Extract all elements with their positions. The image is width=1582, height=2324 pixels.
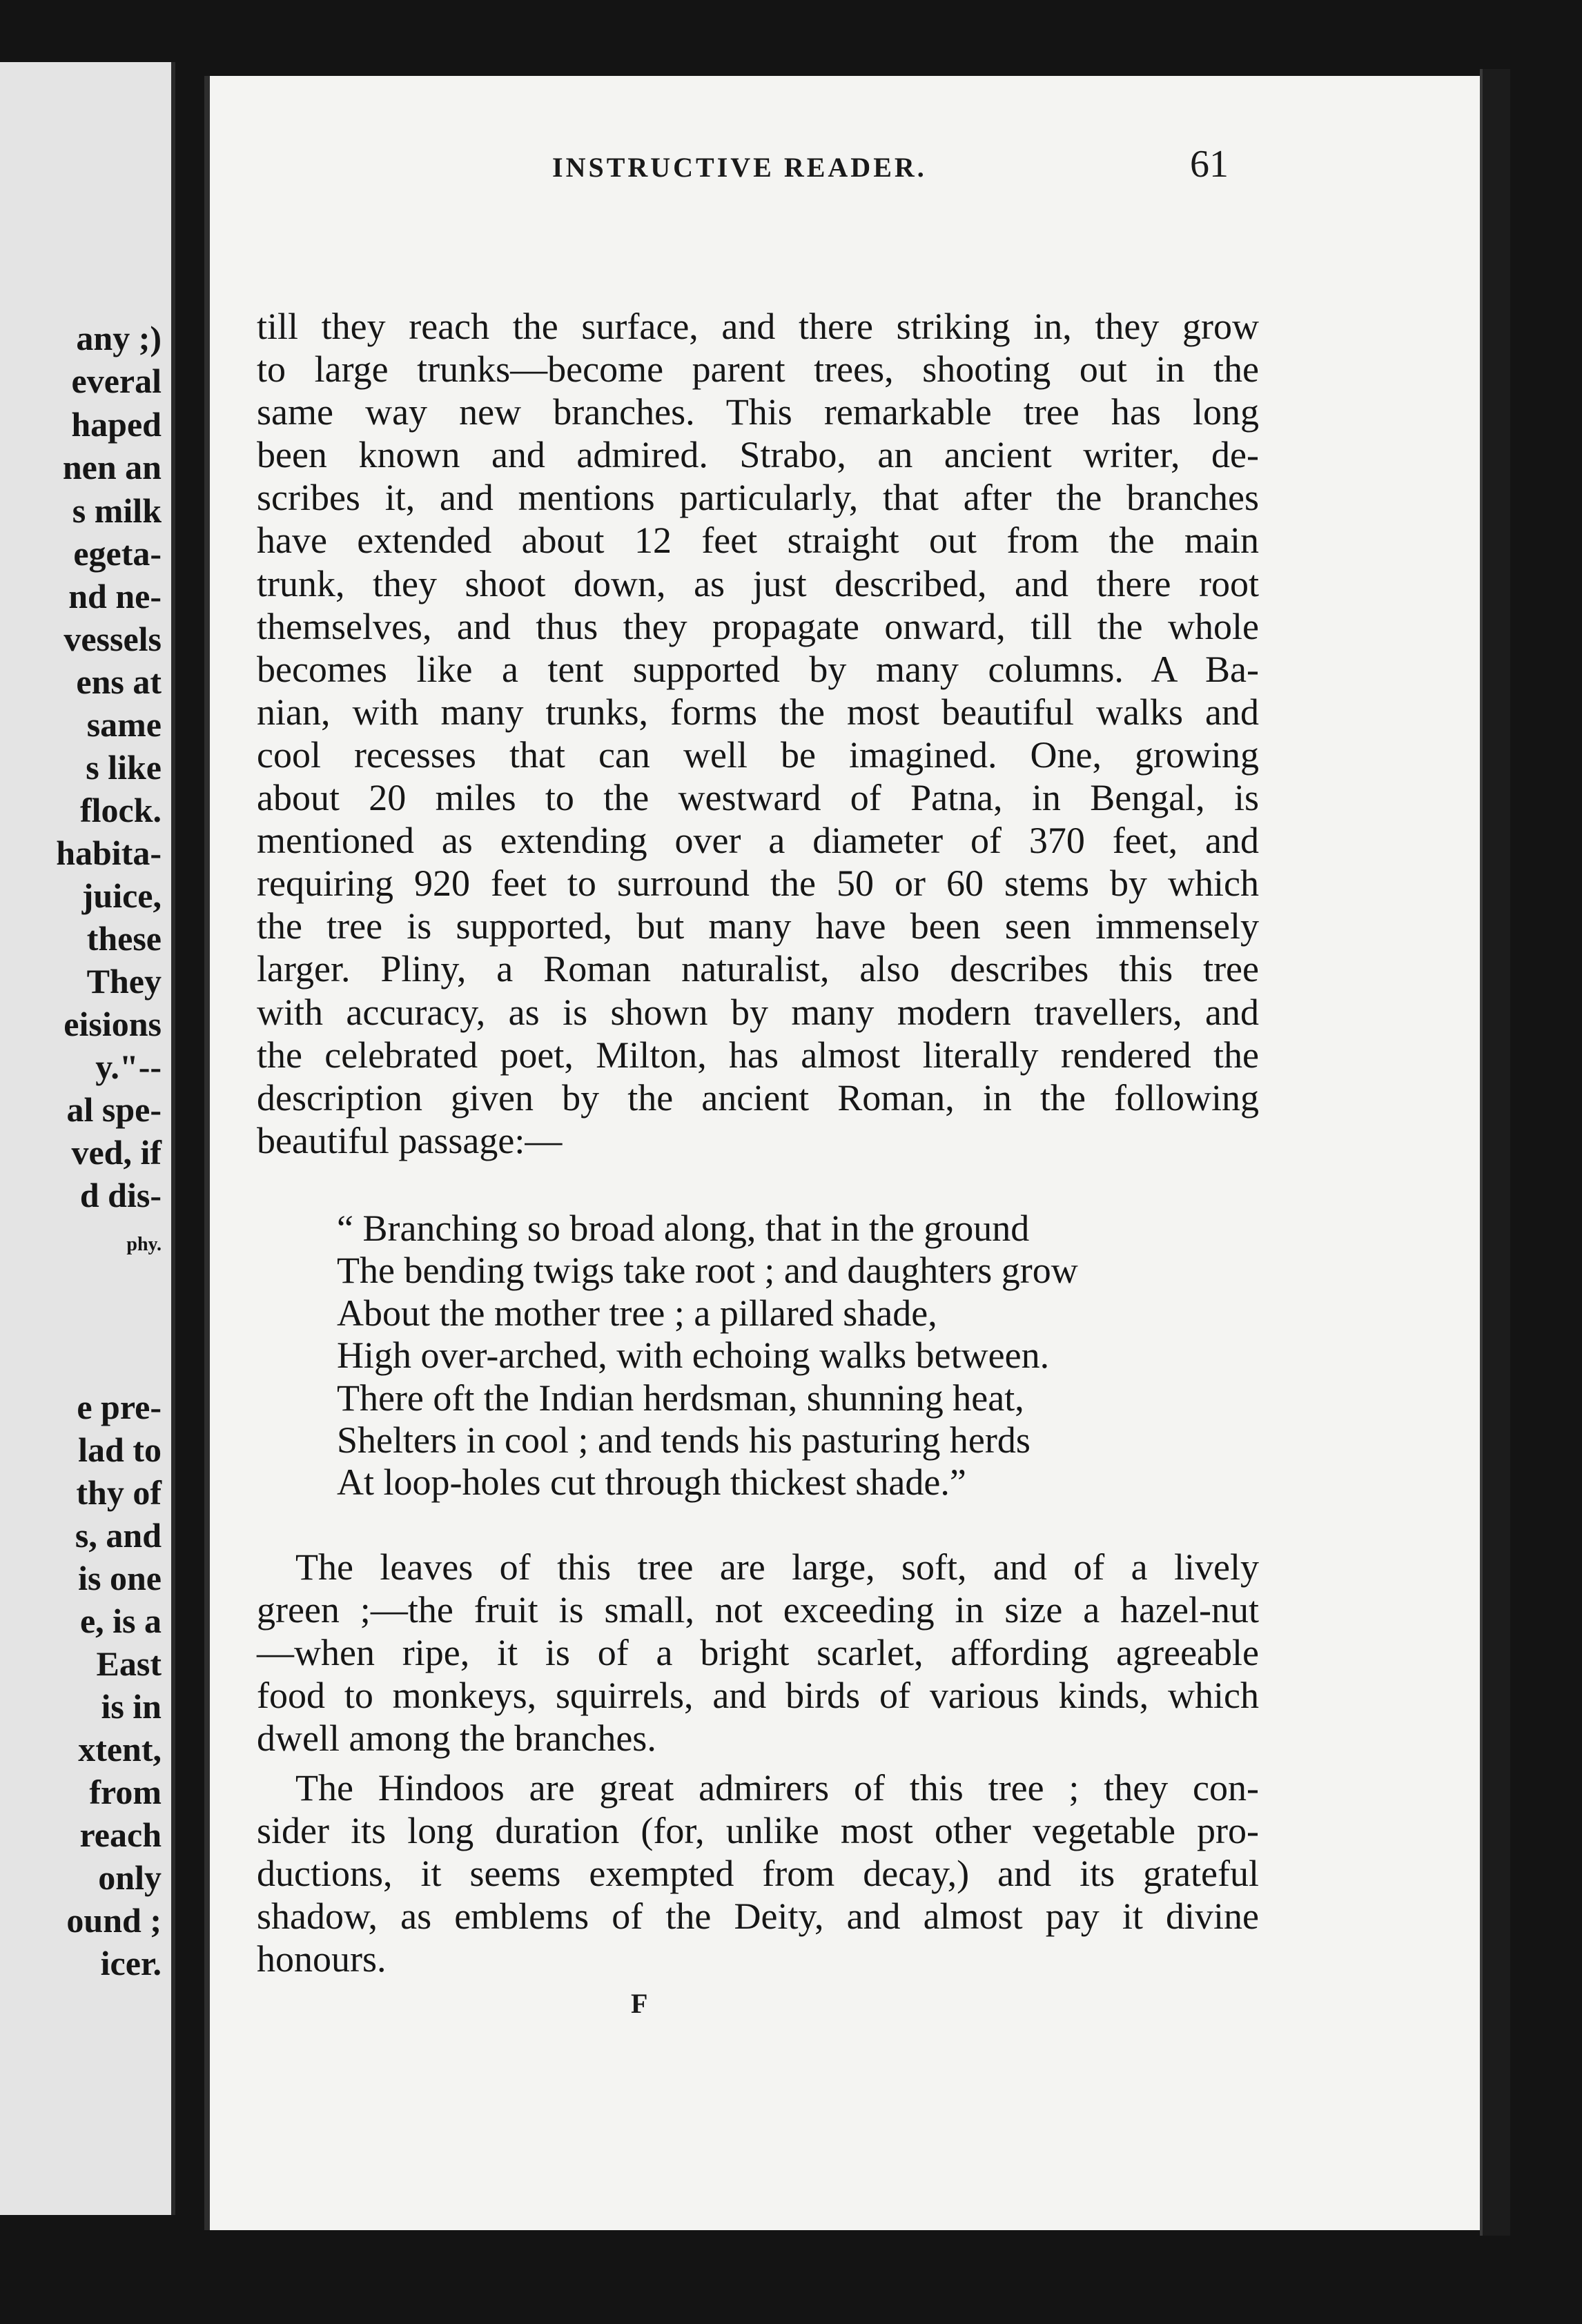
text-line: with accuracy, as is shown by many modern travellers, and — [257, 991, 1259, 1033]
previous-page-text-fragment: thy of — [76, 1473, 162, 1512]
text-line: dwell among the branches. — [257, 1717, 656, 1760]
text-line: scribes it, and mentions particularly, that after the branches — [257, 477, 1259, 519]
previous-page-text-fragment: is one — [78, 1559, 162, 1597]
previous-page-text-fragment: vessels — [64, 620, 162, 658]
previous-page-text-fragment: these — [86, 919, 162, 958]
previous-page-text-fragment: eisions — [64, 1005, 162, 1043]
previous-page-text-fragment: xtent, — [78, 1730, 162, 1769]
previous-page-text-fragment: ved, if — [71, 1133, 162, 1172]
poem-line: The bending twigs take root ; and daughters grow — [337, 1250, 1078, 1292]
poem-quotation — [337, 1208, 1078, 1504]
poem-line: Shelters in cool ; and tends his pasturing herds — [337, 1419, 1031, 1461]
previous-page-text-fragment: juice, — [81, 876, 162, 915]
poem-line: At loop-holes cut through thickest shade.” — [337, 1461, 966, 1504]
paragraph-3 — [257, 1766, 1259, 1980]
poem-line: About the mother tree ; a pillared shade, — [337, 1292, 937, 1334]
previous-page-text-fragment: egeta- — [73, 534, 162, 573]
text-line: cool recesses that can well be imagined. One, growing — [257, 733, 1259, 776]
text-line: about 20 miles to the westward of Patna, in Bengal, is — [257, 777, 1259, 819]
previous-page-text-fragment: s like — [86, 748, 162, 787]
text-line: green ;—the fruit is small, not exceeding in size a hazel-nut — [257, 1589, 1259, 1631]
previous-page-text-fragment: from — [89, 1773, 162, 1811]
previous-page-text-fragment: only — [98, 1858, 162, 1897]
previous-page-text-fragment: nen an — [62, 448, 162, 486]
previous-page-text-fragment: everal — [71, 362, 162, 400]
previous-page-text-fragment: icer. — [100, 1944, 162, 1982]
text-line: the tree is supported, but many have been seen immensely — [257, 905, 1259, 947]
poem-line: High over-arched, with echoing walks between. — [337, 1335, 1050, 1377]
previous-page-text-fragment: s, and — [75, 1516, 162, 1555]
text-line: becomes like a tent supported by many columns. A Ba- — [257, 648, 1259, 690]
poem-line: “ Branching so broad along, that in the ground — [337, 1208, 1030, 1249]
text-line: same way new branches. This remarkable tree has long — [257, 391, 1259, 433]
text-line: The Hindoos are great admirers of this tree ; they con- — [295, 1767, 1259, 1809]
text-line: beautiful passage:— — [257, 1119, 563, 1161]
text-line: themselves, and thus they propagate onward, till the whole — [257, 605, 1259, 647]
previous-page-text-fragment: e, is a — [79, 1602, 162, 1640]
previous-page-text-fragment: same — [86, 705, 162, 744]
previous-page-text-fragment: al spe- — [66, 1090, 162, 1129]
text-line: been known and admired. Strabo, an ancient writer, de- — [257, 434, 1259, 476]
text-line: have extended about 12 feet straight out from the main — [257, 520, 1259, 562]
previous-page-text-fragment: y."-- — [95, 1047, 162, 1086]
text-line: larger. Pliny, a Roman naturalist, also describes this tree — [257, 948, 1259, 990]
text-line: requiring 920 feet to surround the 50 or 60 stems by which — [257, 863, 1259, 905]
previous-page-text-fragment: East — [96, 1644, 162, 1683]
text-line: mentioned as extending over a diameter of 370 feet, and — [257, 820, 1259, 862]
previous-page-text-fragment: flock. — [79, 791, 162, 829]
poem-line: There oft the Indian herdsman, shunning heat, — [337, 1377, 1024, 1419]
text-line: honours. — [257, 1938, 387, 1980]
running-head — [345, 142, 1229, 186]
text-line: —when ripe, it is of a bright scarlet, affording agreeable — [257, 1632, 1259, 1674]
previous-page-text-fragment: reach — [79, 1815, 162, 1854]
text-line: shadow, as emblems of the Deity, and almost pay it divine — [257, 1895, 1259, 1938]
text-line: The leaves of this tree are large, soft, and of a lively — [295, 1546, 1259, 1588]
signature-mark: F — [631, 1988, 648, 2019]
text-line: sider its long duration (for, unlike most other vegetable pro- — [257, 1810, 1259, 1852]
page-binding-edge — [1480, 69, 1510, 2236]
text-line: to large trunks—become parent trees, shooting out in the — [257, 348, 1259, 391]
previous-page-text-fragment: ound ; — [66, 1901, 162, 1940]
previous-page-text-fragment: lad to — [78, 1430, 162, 1469]
page-number: 61 — [1190, 143, 1229, 186]
running-head-title: INSTRUCTIVE READER. — [552, 152, 927, 183]
previous-page-text-fragment: d dis- — [79, 1176, 162, 1214]
previous-page-text-fragment: nd ne- — [68, 577, 162, 616]
paragraph-1 — [257, 305, 1259, 1162]
text-line: food to monkeys, squirrels, and birds of various kinds, which — [257, 1675, 1259, 1717]
previous-page-text-fragment: e pre- — [77, 1388, 162, 1426]
text-line: trunk, they shoot down, as just described, and there root — [257, 562, 1259, 604]
previous-page-edge — [0, 62, 175, 2215]
previous-page-text-fragment: ens at — [76, 662, 162, 701]
previous-page-text-fragment: haped — [71, 405, 162, 444]
previous-page-text-fragment: any ;) — [76, 319, 162, 357]
text-line: the celebrated poet, Milton, has almost literally rendered the — [257, 1034, 1259, 1076]
previous-page-text-fragment: habita- — [56, 834, 162, 872]
text-line: nian, with many trunks, forms the most beautiful walks and — [257, 691, 1259, 733]
text-line: ductions, it seems exempted from decay,) and its grateful — [257, 1853, 1259, 1895]
paragraph-2 — [257, 1546, 1259, 1760]
previous-page-text-fragment: s milk — [72, 491, 162, 530]
previous-page-text-fragment: is in — [101, 1687, 162, 1726]
previous-page-text-fragment: phy. — [126, 1234, 162, 1255]
text-line: till they reach the surface, and there striking in, they grow — [257, 306, 1259, 347]
text-line: description given by the ancient Roman, in the following — [257, 1076, 1259, 1119]
previous-page-text-fragment: They — [86, 962, 162, 1001]
